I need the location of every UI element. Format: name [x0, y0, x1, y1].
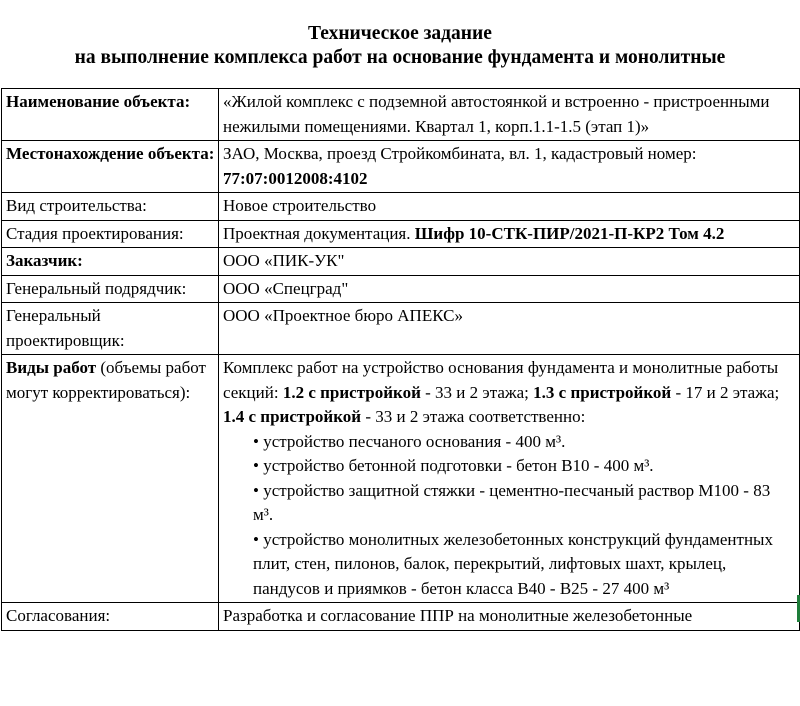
- row-customer: [2, 248, 800, 276]
- title-line-2: на выполнение комплекса работ на основание фундамента и монолитные: [74, 47, 726, 68]
- label-approval: Согласования:: [2, 603, 219, 631]
- row-object: [2, 89, 800, 141]
- label-object: Наименование объекта:: [2, 89, 219, 141]
- value-contractor: ООО «Спецград": [219, 275, 800, 303]
- value-construction-type: Новое строительство: [219, 193, 800, 221]
- value-approval: Разработка и согласование ППР на монолитные железобетонные: [219, 603, 800, 631]
- value-design-stage: Проектная документация. Шифр 10-СТК-ПИР/2021-П-КР2 Том 4.2: [219, 220, 800, 248]
- label-works: Виды работ (объемы работ могут корректироваться):: [2, 355, 219, 603]
- works-item: • устройство песчаного основания - 400 м³.: [253, 431, 566, 451]
- label-location: Местонахождение объекта:: [2, 141, 219, 193]
- value-designer: ООО «Проектное бюро АПЕКС»: [219, 303, 800, 355]
- works-item: • устройство защитной стяжки - цементно-песчаный раствор М100 - 83 м³.: [253, 480, 771, 524]
- works-item: • устройство бетонной подготовки - бетон В10 - 400 м³.: [253, 456, 654, 475]
- label-contractor: Генеральный подрядчик:: [2, 275, 219, 303]
- row-construction-type: [2, 193, 800, 221]
- project-code: Шифр 10-СТК-ПИР/2021-П-КР2 Том 4.2: [414, 223, 725, 243]
- label-customer: Заказчик:: [2, 248, 219, 276]
- cadastral-number: 77:07:0012008:4102: [223, 168, 368, 188]
- works-item: • устройство монолитных железобетонных конструкций фундаментных плит, стен, пилонов, балок, перекрытий, лифтовых шахт, крылец, пандусов и приямков - бетон класса В40 - В25 - 27 400 м³: [253, 529, 773, 598]
- value-location: ЗАО, Москва, проезд Стройкомбината, вл. 1, кадастровый номер: 77:07:0012008:4102: [219, 141, 800, 193]
- value-works: [219, 355, 800, 603]
- label-design-stage: Стадия проектирования:: [2, 220, 219, 248]
- specification-table: [1, 88, 800, 631]
- row-contractor: [2, 275, 800, 303]
- document-title: [0, 22, 800, 70]
- value-customer: ООО «ПИК-УК": [219, 248, 800, 276]
- row-design-stage: [2, 220, 800, 248]
- row-works: [2, 355, 800, 603]
- row-location: [2, 141, 800, 193]
- label-designer: Генеральный проектировщик:: [2, 303, 219, 355]
- title-line-1: Техническое задание: [308, 23, 492, 44]
- works-intro: Комплекс работ на устройство основания фундамента и монолитные работы секций: 1.2 с пристройкой - 33 и 2 этажа; 1.3 с пристройкой - 17 и 2 этажа; 1.4 с пристройкой - 33 и 2 этажа соответственно:: [223, 358, 780, 426]
- value-object: «Жилой комплекс с подземной автостоянкой и встроенно - пристроенными нежилыми помещениями. Квартал 1, корп.1.1-1.5 (этап 1)»: [219, 89, 800, 141]
- label-construction-type: Вид строительства:: [2, 193, 219, 221]
- row-designer: [2, 303, 800, 355]
- row-approval: [2, 603, 800, 631]
